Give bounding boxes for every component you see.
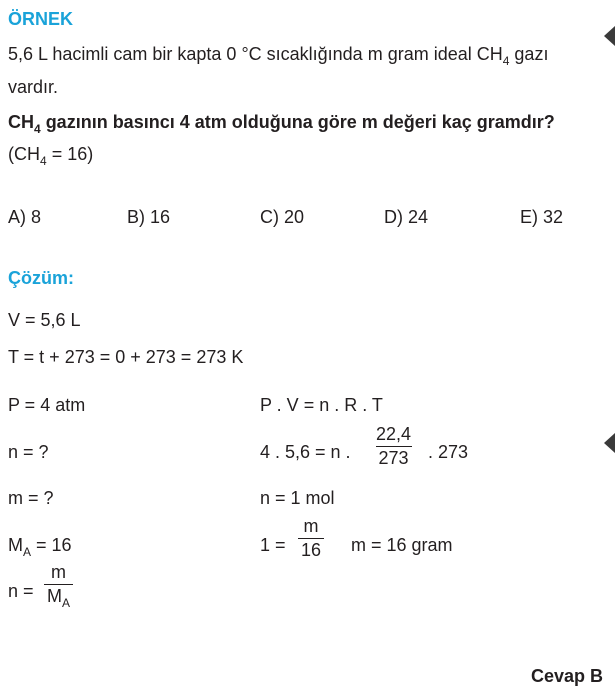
option-d: D) 24 (384, 207, 429, 227)
m-equation-lhs: 1 = (260, 535, 286, 555)
option-b: B) 16 (127, 207, 171, 227)
m-result: m = 16 gram (351, 535, 453, 555)
page-edge-mark-icon (600, 26, 615, 46)
calc-lhs: 4 . 5,6 = n . (260, 442, 351, 462)
question-prompt: $CH_4$ gazının basıncı 4 atm olduğuna göre m değeri kaç gramdır? (8, 112, 555, 136)
option-e: E) 32 (520, 207, 564, 227)
example-heading: ÖRNEK (8, 9, 74, 29)
n-formula-denominator: $M_A$ (44, 584, 73, 608)
given-molar-mass: $(CH_4 = 16)$ (8, 144, 94, 168)
n-formula-lhs: n = (8, 581, 34, 601)
question-line-2: vardır. (8, 77, 59, 97)
answer-label: Cevap B (531, 666, 604, 686)
m-equation-fraction (298, 516, 324, 560)
option-c: C) 20 (260, 207, 305, 227)
n-formula-numerator: m (51, 562, 66, 582)
n-formula-fraction (44, 562, 73, 608)
ideal-gas-law: P . V = n . R . T (260, 395, 383, 415)
page-edge-mark-icon (600, 433, 615, 453)
question-line-1: 5,6 L hacimli cam bir kapta 0 °C sıcaklığında m gram ideal $CH_4$ gazı (8, 44, 549, 68)
n-result: n = 1 mol (260, 488, 335, 508)
n-unknown-line: n = ? (8, 442, 49, 462)
calc-rhs: . 273 (428, 442, 469, 462)
m-unknown-line: m = ? (8, 488, 54, 508)
volume-line: V = 5,6 L (8, 310, 81, 330)
molar-mass-line: $M_A = 16$ (8, 535, 72, 559)
calc-fraction (373, 424, 414, 468)
calc-denominator: 273 (376, 446, 412, 468)
temperature-line: T = t + 273 = 0 + 273 = 273 K (8, 347, 244, 367)
pressure-line: P = 4 atm (8, 395, 86, 415)
solution-heading: Çözüm: (8, 268, 74, 288)
calc-numerator: 22,4 (376, 424, 412, 444)
option-a: A) 8 (8, 207, 42, 227)
m-equation-numerator: m (303, 516, 319, 536)
m-equation-denominator: 16 (298, 538, 324, 560)
